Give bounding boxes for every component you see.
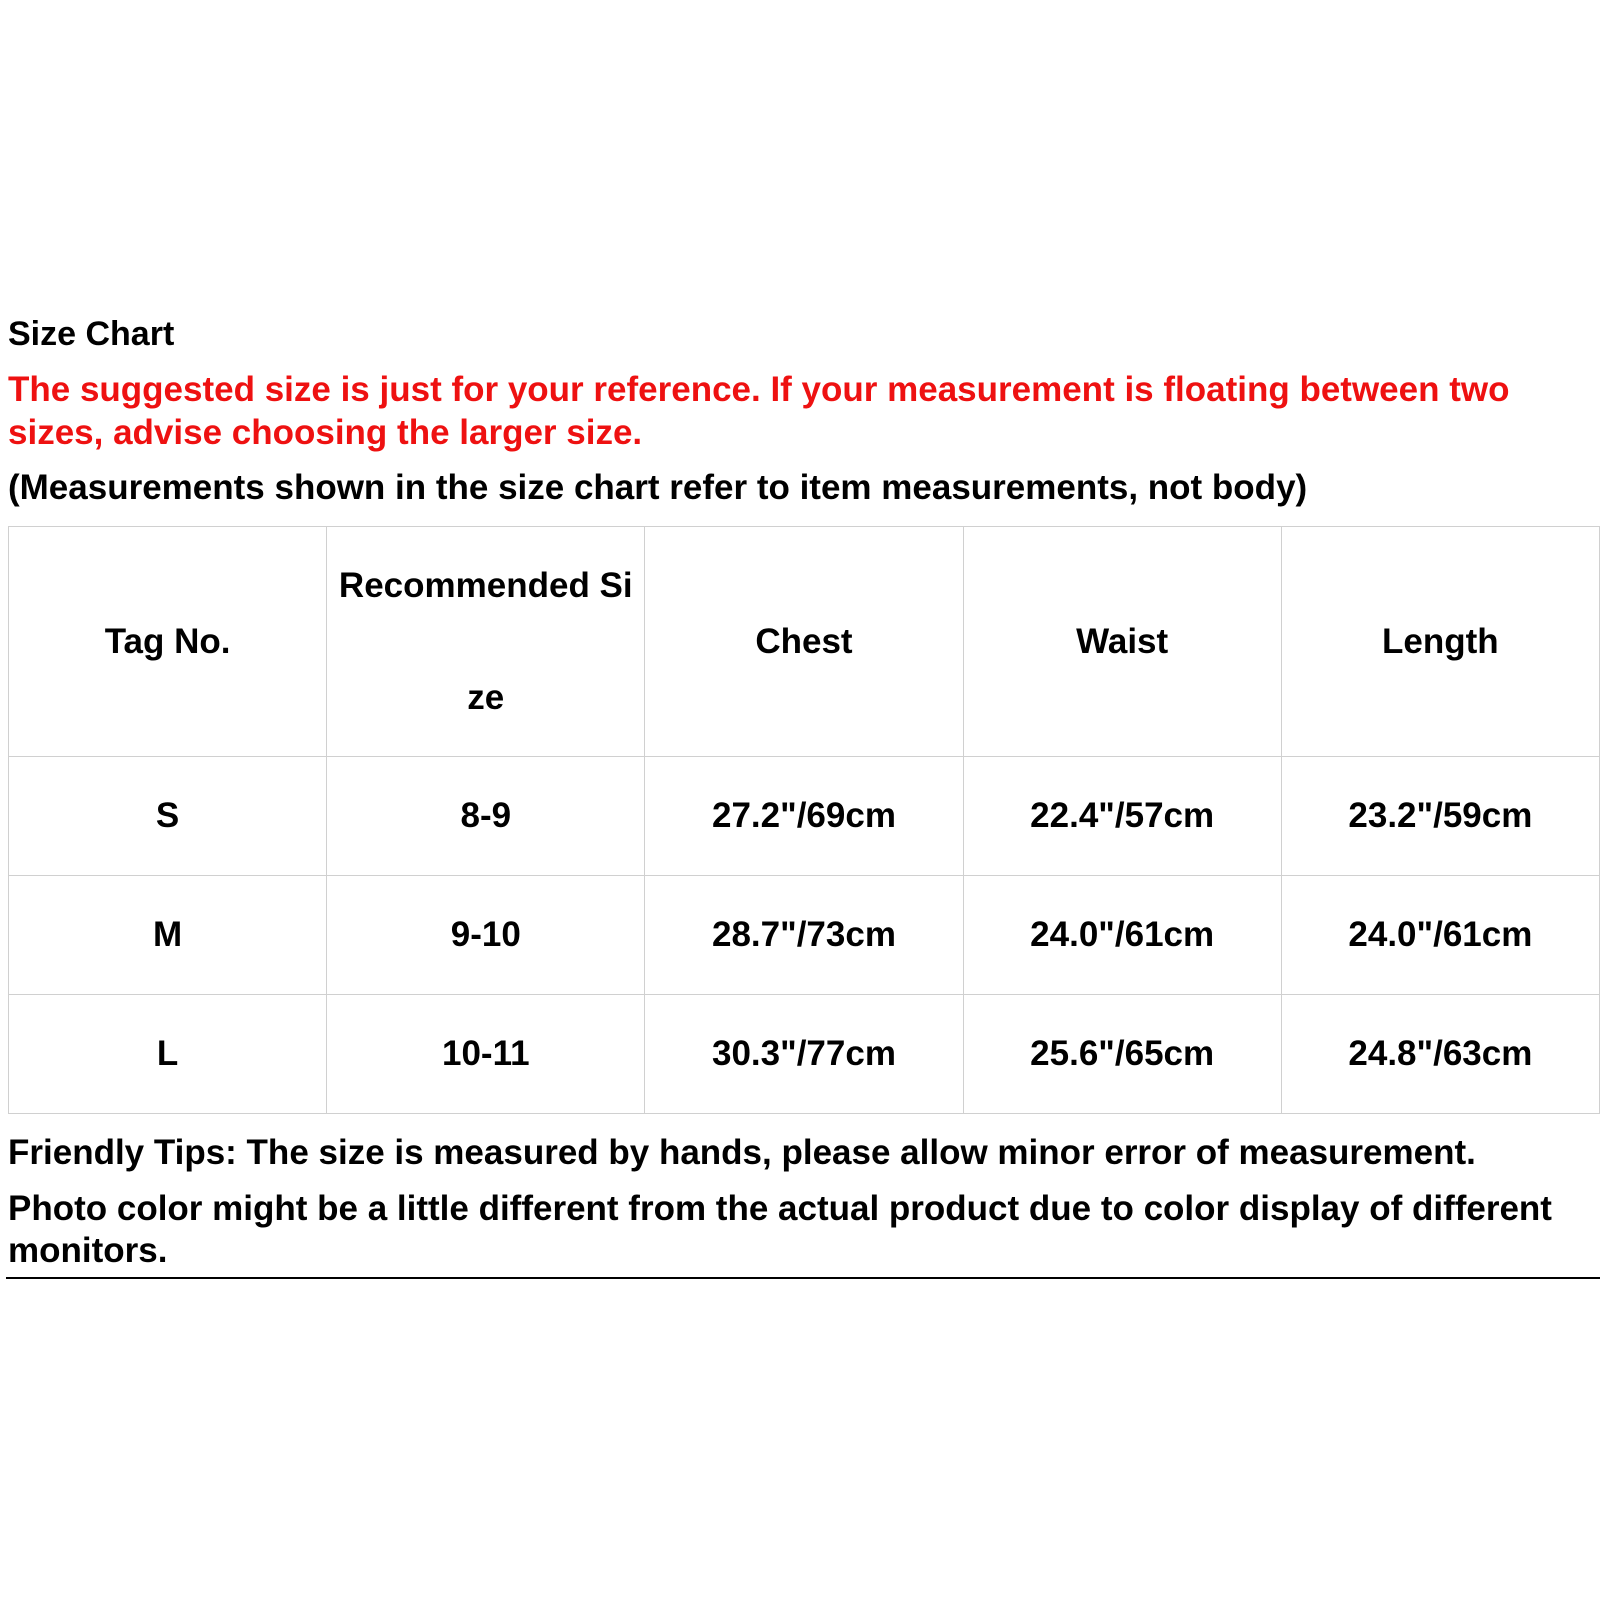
recommended-size-cell: 8-9 bbox=[327, 757, 645, 876]
chest-cell: 27.2"/69cm bbox=[645, 757, 963, 876]
size-table bbox=[8, 526, 1600, 1114]
recommended-size-cell: 10-11 bbox=[327, 995, 645, 1114]
table-row bbox=[9, 757, 1600, 876]
chest-cell: 30.3"/77cm bbox=[645, 995, 963, 1114]
table-row bbox=[9, 876, 1600, 995]
length-cell: 24.0"/61cm bbox=[1281, 876, 1599, 995]
friendly-tips bbox=[8, 1132, 1598, 1272]
tag-cell: L bbox=[9, 995, 327, 1114]
table-row bbox=[9, 995, 1600, 1114]
header-recommended-size bbox=[327, 527, 645, 757]
tip-measurement: Friendly Tips: The size is measured by hands, please allow minor error of measurement. bbox=[8, 1133, 1476, 1172]
waist-cell: 22.4"/57cm bbox=[963, 757, 1281, 876]
header-tag-no: Tag No. bbox=[9, 527, 327, 757]
header-chest: Chest bbox=[645, 527, 963, 757]
size-notice: The suggested size is just for your reference. If your measurement is floating between two sizes, advise choosing the larger size. bbox=[8, 370, 1510, 452]
waist-cell: 25.6"/65cm bbox=[963, 995, 1281, 1114]
tip-photo-color: Photo color might be a little different from the actual product due to color display of different monitors. bbox=[8, 1189, 1552, 1270]
bottom-divider bbox=[6, 1277, 1600, 1279]
page-title: Size Chart bbox=[8, 315, 175, 353]
header-waist: Waist bbox=[963, 527, 1281, 757]
length-cell: 23.2"/59cm bbox=[1281, 757, 1599, 876]
header-length: Length bbox=[1281, 527, 1599, 757]
tag-cell: M bbox=[9, 876, 327, 995]
chest-cell: 28.7"/73cm bbox=[645, 876, 963, 995]
tag-cell: S bbox=[9, 757, 327, 876]
waist-cell: 24.0"/61cm bbox=[963, 876, 1281, 995]
recommended-size-cell: 9-10 bbox=[327, 876, 645, 995]
measurement-note: (Measurements shown in the size chart refer to item measurements, not body) bbox=[8, 468, 1308, 507]
table-header-row bbox=[9, 527, 1600, 757]
header-recommended-size-label: Recommended Size bbox=[338, 565, 633, 717]
length-cell: 24.8"/63cm bbox=[1281, 995, 1599, 1114]
